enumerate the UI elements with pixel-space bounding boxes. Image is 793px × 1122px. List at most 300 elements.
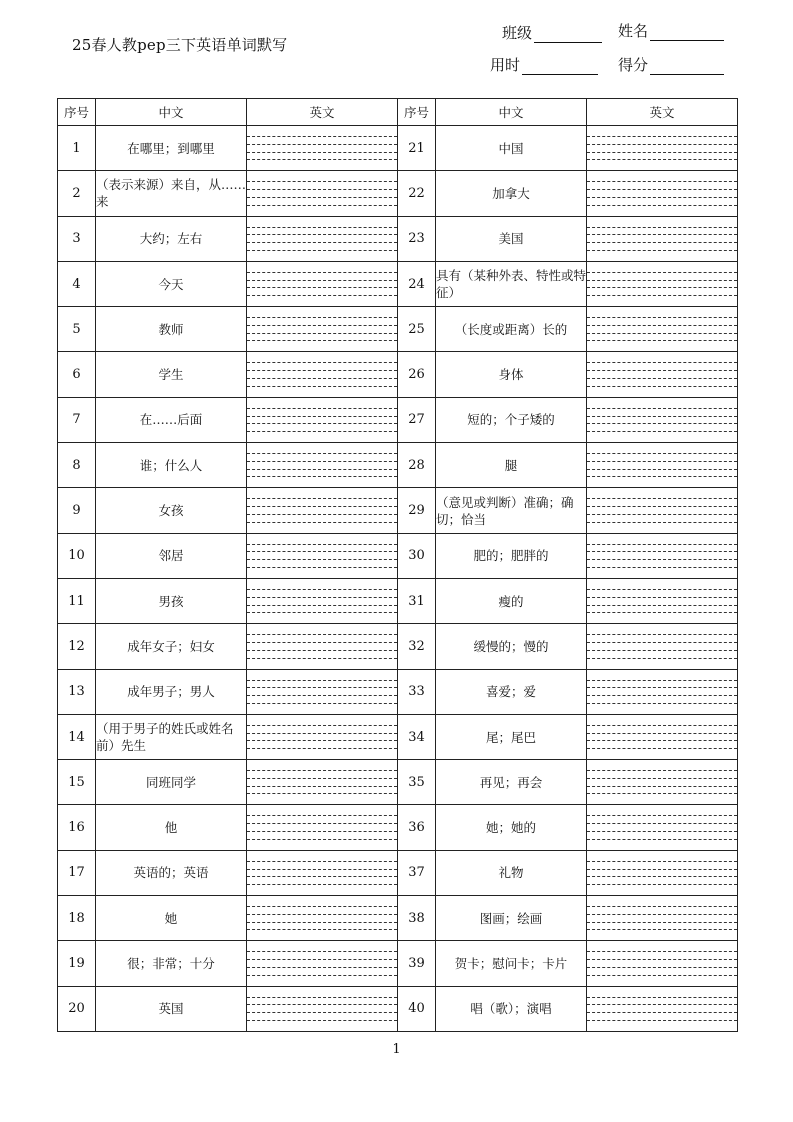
writing-lines [587,815,737,839]
table-row [58,850,738,895]
dashed-line [587,884,737,885]
item-number: 28 [398,443,436,488]
english-answer-box[interactable] [587,850,738,895]
dashed-line [587,680,737,681]
dashed-line [247,839,397,840]
dashed-line [247,431,397,432]
writing-lines [587,544,737,568]
dashed-line [247,205,397,206]
class-field [502,22,602,43]
dashed-line [587,1020,737,1021]
writing-lines [587,680,737,704]
item-number: 1 [58,126,96,171]
table-row [58,126,738,171]
chinese-meaning: 短的；个子矮的 [436,397,587,442]
time-field [490,54,598,75]
english-answer-box[interactable] [587,533,738,578]
english-answer-box[interactable] [247,941,398,986]
class-blank[interactable] [534,28,602,43]
header-en-right: 英文 [587,99,738,126]
dashed-line [247,634,397,635]
writing-lines [247,770,397,794]
english-answer-box[interactable] [587,624,738,669]
english-answer-box[interactable] [587,488,738,533]
dashed-line [247,567,397,568]
chinese-meaning: 礼物 [436,850,587,895]
writing-lines [247,861,397,885]
chinese-meaning: 她 [96,896,247,941]
dashed-line [587,725,737,726]
item-number: 3 [58,216,96,261]
dashed-line [247,589,397,590]
dashed-line [587,408,737,409]
table-body [58,126,738,1032]
dashed-line [587,914,737,915]
writing-lines [247,589,397,613]
item-number: 2 [58,171,96,216]
table-row [58,307,738,352]
english-answer-box[interactable] [247,760,398,805]
item-number: 37 [398,850,436,895]
writing-lines [587,362,737,386]
dashed-line [247,748,397,749]
dashed-line [247,378,397,379]
writing-lines [587,317,737,341]
dashed-line [247,476,397,477]
chinese-meaning: 中国 [436,126,587,171]
english-answer-box[interactable] [587,352,738,397]
chinese-meaning: 她；她的 [436,805,587,850]
dashed-line [587,642,737,643]
writing-lines [247,951,397,975]
header-num-left: 序号 [58,99,96,126]
dashed-line [587,544,737,545]
chinese-meaning: 英语的；英语 [96,850,247,895]
item-number: 24 [398,261,436,306]
chinese-meaning: 男孩 [96,578,247,623]
writing-lines [587,498,737,522]
table-row [58,986,738,1031]
chinese-meaning: 缓慢的；慢的 [436,624,587,669]
item-number: 23 [398,216,436,261]
dashed-line [587,453,737,454]
name-label: 姓名 [618,22,649,40]
dashed-line [247,597,397,598]
item-number: 22 [398,171,436,216]
writing-lines [587,589,737,613]
dashed-line [247,793,397,794]
dashed-line [587,272,737,273]
dashed-line [247,423,397,424]
english-answer-box[interactable] [247,126,398,171]
writing-lines [587,770,737,794]
chinese-meaning: 英国 [96,986,247,1031]
writing-lines [587,634,737,658]
english-answer-box[interactable] [247,805,398,850]
dashed-line [587,823,737,824]
english-answer-box[interactable] [247,850,398,895]
dashed-line [587,778,737,779]
dashed-line [587,793,737,794]
dashed-line [587,522,737,523]
chinese-meaning: 唱（歌）；演唱 [436,986,587,1031]
item-number: 39 [398,941,436,986]
dashed-line [247,823,397,824]
item-number: 33 [398,669,436,714]
english-answer-box[interactable] [587,443,738,488]
dashed-line [587,831,737,832]
dashed-line [247,280,397,281]
dashed-line [247,959,397,960]
item-number: 8 [58,443,96,488]
dashed-line [587,975,737,976]
dashed-line [587,906,737,907]
writing-lines [247,453,397,477]
item-number: 12 [58,624,96,669]
dashed-line [587,605,737,606]
english-answer-box[interactable] [587,126,738,171]
writing-lines [247,680,397,704]
english-answer-box[interactable] [587,941,738,986]
dashed-line [247,861,397,862]
table-row [58,352,738,397]
english-answer-box[interactable] [587,669,738,714]
english-answer-box[interactable] [587,397,738,442]
dashed-line [247,340,397,341]
dashed-line [247,189,397,190]
item-number: 19 [58,941,96,986]
dashed-line [247,1020,397,1021]
item-number: 25 [398,307,436,352]
item-number: 13 [58,669,96,714]
dashed-line [587,181,737,182]
writing-lines [587,861,737,885]
item-number: 35 [398,760,436,805]
item-number: 9 [58,488,96,533]
dashed-line [247,642,397,643]
writing-lines [587,725,737,749]
worksheet-title: 25春人教pep三下英语单词默写 [72,36,288,54]
item-number: 30 [398,533,436,578]
english-answer-box[interactable] [587,760,738,805]
class-label: 班级 [502,24,533,42]
dashed-line [587,922,737,923]
dashed-line [247,1004,397,1005]
dashed-line [587,567,737,568]
dashed-line [247,498,397,499]
english-answer-box[interactable] [587,171,738,216]
chinese-meaning: 再见；再会 [436,760,587,805]
dashed-line [247,929,397,930]
time-blank[interactable] [522,60,598,75]
english-answer-box[interactable] [247,261,398,306]
chinese-meaning: 贺卡；慰问卡；卡片 [436,941,587,986]
dashed-line [247,234,397,235]
writing-lines [247,544,397,568]
dashed-line [587,386,737,387]
item-number: 15 [58,760,96,805]
table-row [58,488,738,533]
chinese-meaning: 尾；尾巴 [436,714,587,759]
dashed-line [247,370,397,371]
chinese-meaning: 肥的；肥胖的 [436,533,587,578]
dashed-line [587,152,737,153]
dashed-line [587,295,737,296]
dashed-line [587,1012,737,1013]
english-answer-box[interactable] [247,533,398,578]
dashed-line [587,370,737,371]
item-number: 20 [58,986,96,1031]
dashed-line [587,287,737,288]
dashed-line [587,378,737,379]
chinese-meaning: 加拿大 [436,171,587,216]
dashed-line [587,514,737,515]
dashed-line [247,461,397,462]
dashed-line [247,658,397,659]
dashed-line [587,634,737,635]
dashed-line [247,975,397,976]
english-answer-box[interactable] [247,896,398,941]
dashed-line [587,770,737,771]
chinese-meaning: 在哪里；到哪里 [96,126,247,171]
writing-lines [247,317,397,341]
chinese-meaning: 在……后面 [96,397,247,442]
writing-lines [247,181,397,205]
chinese-meaning: 大约；左右 [96,216,247,261]
dashed-line [587,242,737,243]
dashed-line [587,431,737,432]
english-answer-box[interactable] [247,488,398,533]
item-number: 31 [398,578,436,623]
chinese-meaning: 邻居 [96,533,247,578]
dashed-line [587,929,737,930]
dashed-line [247,687,397,688]
item-number: 29 [398,488,436,533]
dashed-line [587,876,737,877]
dashed-line [247,951,397,952]
dashed-line [247,695,397,696]
dashed-line [587,869,737,870]
writing-lines [247,136,397,160]
english-answer-box[interactable] [247,397,398,442]
score-label: 得分 [618,56,649,74]
dashed-line [587,469,737,470]
dashed-line [247,522,397,523]
page-number: 1 [392,1042,401,1057]
english-answer-box[interactable] [587,805,738,850]
chinese-meaning: （长度或距离）长的 [436,307,587,352]
writing-lines [247,362,397,386]
dashed-line [247,333,397,334]
dashed-line [587,476,737,477]
english-answer-box[interactable] [587,578,738,623]
dashed-line [247,1012,397,1013]
chinese-meaning: 喜爱；爱 [436,669,587,714]
table-row [58,397,738,442]
dashed-line [587,589,737,590]
item-number: 40 [398,986,436,1031]
dashed-line [247,703,397,704]
dashed-line [247,786,397,787]
writing-lines [247,272,397,296]
dashed-line [247,914,397,915]
dashed-line [587,159,737,160]
dashed-line [587,250,737,251]
score-blank[interactable] [650,60,724,75]
dashed-line [247,815,397,816]
table-row [58,941,738,986]
dashed-line [587,951,737,952]
english-answer-box[interactable] [247,624,398,669]
table-row [58,669,738,714]
item-number: 5 [58,307,96,352]
dashed-line [587,461,737,462]
dashed-line [247,680,397,681]
item-number: 38 [398,896,436,941]
dashed-line [587,506,737,507]
header-zh-right: 中文 [436,99,587,126]
item-number: 16 [58,805,96,850]
english-answer-box[interactable] [247,443,398,488]
dashed-line [247,416,397,417]
item-number: 17 [58,850,96,895]
writing-lines [247,227,397,251]
chinese-meaning: 美国 [436,216,587,261]
writing-lines [247,815,397,839]
writing-lines [247,408,397,432]
dashed-line [247,551,397,552]
table-row [58,216,738,261]
english-answer-box[interactable] [247,352,398,397]
dashed-line [247,778,397,779]
writing-lines [247,997,397,1021]
english-answer-box[interactable] [587,986,738,1031]
dashed-line [247,725,397,726]
dashed-line [247,362,397,363]
dashed-line [247,544,397,545]
english-answer-box[interactable] [587,896,738,941]
english-answer-box[interactable] [587,307,738,352]
item-number: 34 [398,714,436,759]
dashed-line [587,1004,737,1005]
score-field [618,54,724,75]
writing-lines [587,951,737,975]
dashed-line [587,959,737,960]
time-label: 用时 [490,56,521,74]
chinese-meaning: 谁；什么人 [96,443,247,488]
dashed-line [247,272,397,273]
dashed-line [247,906,397,907]
header-num-right: 序号 [398,99,436,126]
table-row [58,261,738,306]
dashed-line [587,967,737,968]
dashed-line [587,861,737,862]
vocabulary-table [57,98,738,1032]
item-number: 6 [58,352,96,397]
table-header-row [58,99,738,126]
chinese-meaning: 成年男子；男人 [96,669,247,714]
dashed-line [587,551,737,552]
dashed-line [587,559,737,560]
dashed-line [247,408,397,409]
english-answer-box[interactable] [587,714,738,759]
dashed-line [247,869,397,870]
dashed-line [247,159,397,160]
english-answer-box[interactable] [587,261,738,306]
dashed-line [587,658,737,659]
dashed-line [587,786,737,787]
dashed-line [247,325,397,326]
dashed-line [247,650,397,651]
dashed-line [587,695,737,696]
dashed-line [247,733,397,734]
chinese-meaning: （意见或判断）准确；确切；恰当 [436,488,587,533]
chinese-meaning: 腿 [436,443,587,488]
dashed-line [587,423,737,424]
dashed-line [587,687,737,688]
dashed-line [587,733,737,734]
dashed-line [587,597,737,598]
dashed-line [587,612,737,613]
dashed-line [247,197,397,198]
table-row [58,624,738,669]
item-number: 36 [398,805,436,850]
table-row [58,896,738,941]
chinese-meaning: 成年女子；妇女 [96,624,247,669]
dashed-line [247,250,397,251]
header-en-left: 英文 [247,99,398,126]
dashed-line [247,559,397,560]
writing-lines [587,997,737,1021]
english-answer-box[interactable] [587,216,738,261]
table-row [58,578,738,623]
dashed-line [587,748,737,749]
english-answer-box[interactable] [247,216,398,261]
item-number: 4 [58,261,96,306]
writing-lines [587,453,737,477]
dashed-line [247,181,397,182]
english-answer-box[interactable] [247,578,398,623]
item-number: 7 [58,397,96,442]
chinese-meaning: 教师 [96,307,247,352]
dashed-line [587,280,737,281]
dashed-line [247,770,397,771]
dashed-line [247,144,397,145]
english-answer-box[interactable] [247,986,398,1031]
dashed-line [247,152,397,153]
writing-lines [247,498,397,522]
name-field [618,20,724,41]
dashed-line [587,839,737,840]
item-number: 26 [398,352,436,397]
chinese-meaning: 具有（某种外表、特性或特征） [436,261,587,306]
dashed-line [247,453,397,454]
dashed-line [587,340,737,341]
english-answer-box[interactable] [247,307,398,352]
dashed-line [247,876,397,877]
writing-lines [587,136,737,160]
english-answer-box[interactable] [247,714,398,759]
name-blank[interactable] [650,26,724,41]
dashed-line [587,317,737,318]
dashed-line [247,605,397,606]
dashed-line [587,703,737,704]
english-answer-box[interactable] [247,669,398,714]
dashed-line [247,884,397,885]
dashed-line [247,506,397,507]
chinese-meaning: 今天 [96,261,247,306]
english-answer-box[interactable] [247,171,398,216]
